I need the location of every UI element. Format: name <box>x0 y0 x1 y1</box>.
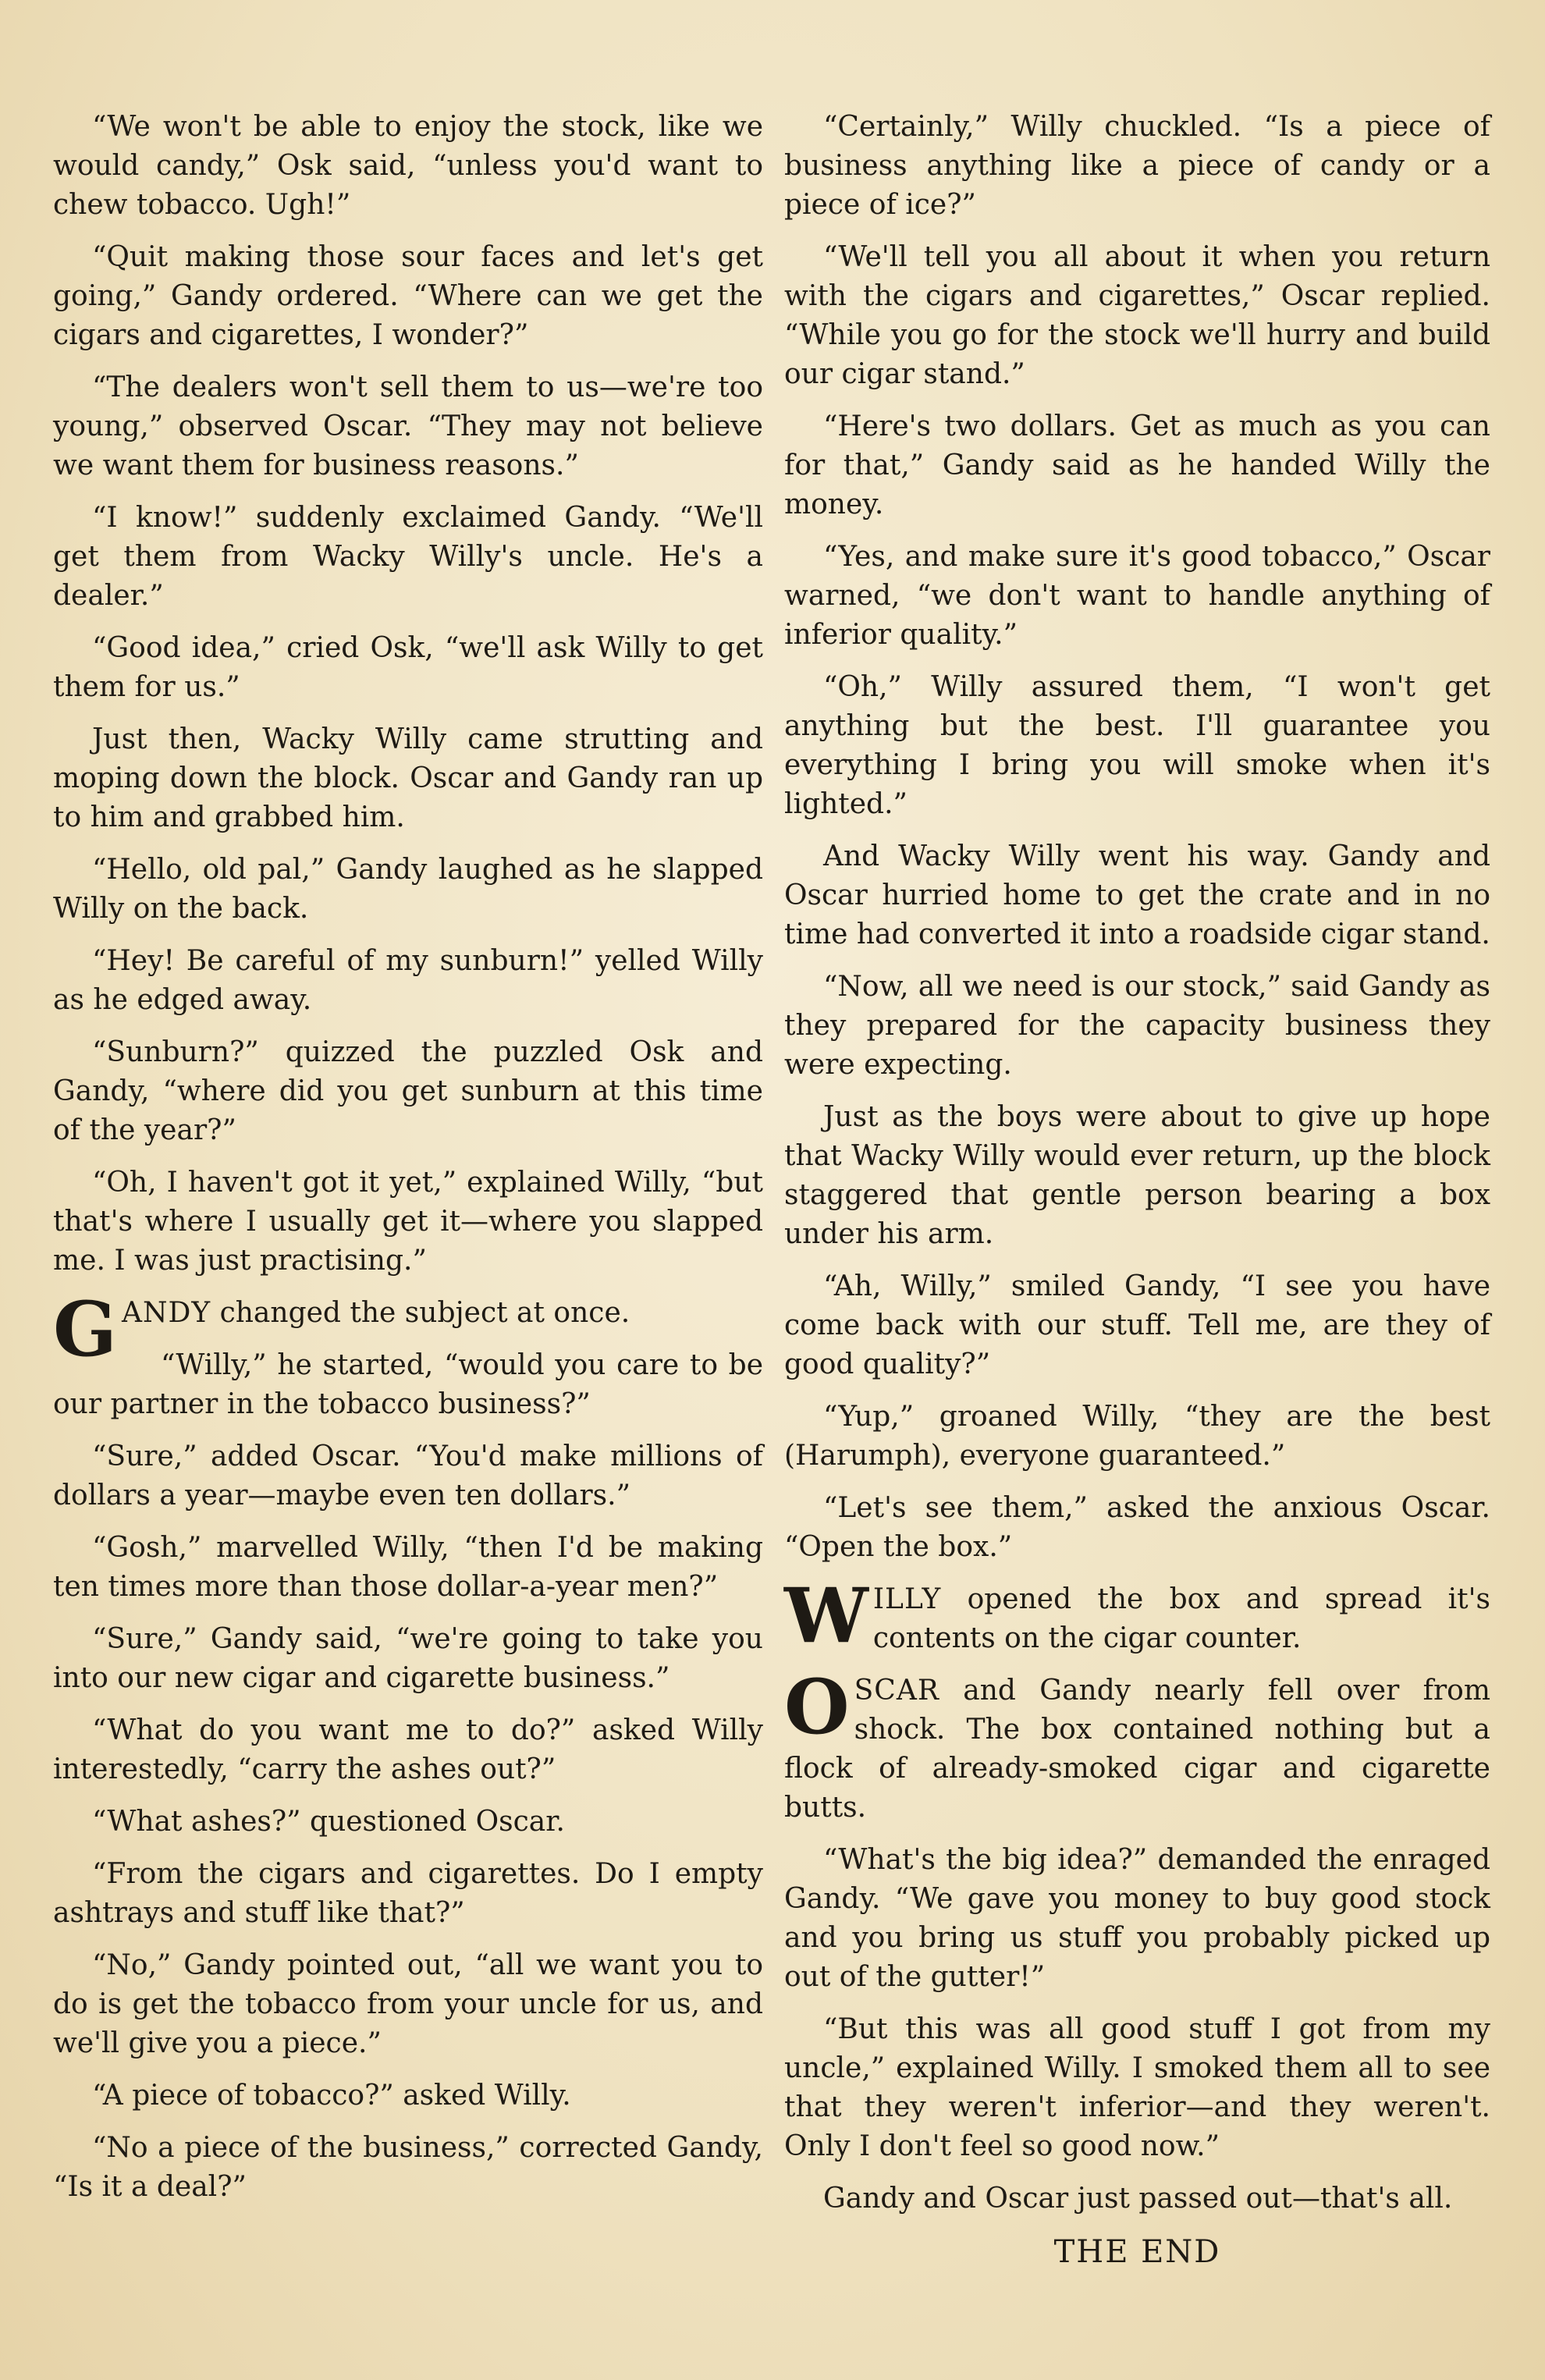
paragraph: “Let's see them,” asked the anxious Oscar. “Open the box.” <box>784 1492 1490 1563</box>
paragraph-with-initial <box>53 1285 763 1373</box>
paragraph: “But this was all good stuff I got from my uncle,” explained Willy. I smoked them all to see that they weren't inferior—and they weren't. Only I don't feel so good now.” <box>784 2013 1490 2162</box>
paragraph: Just as the boys were about to give up hope that Wacky Willy would ever return, up the block staggered that gentle person bearing a box under his arm. <box>784 1101 1490 1250</box>
paragraph: “Certainly,” Willy chuckled. “Is a piece of business anything like a piece of candy or a piece of ice?” <box>784 111 1490 221</box>
left-column <box>53 108 763 2220</box>
paragraph: “The dealers won't sell them to us—we're too young,” observed Oscar. “They may not believe we want them for business reasons.” <box>53 371 763 481</box>
paragraph: “We won't be able to enjoy the stock, like we would candy,” Osk said, “unless you'd want to chew tobacco. Ugh!” <box>53 111 763 221</box>
paragraph: And Wacky Willy went his way. Gandy and Oscar hurried home to get the crate and in no time had converted it into a roadside cigar stand. <box>784 840 1490 950</box>
paragraph: “A piece of tobacco?” asked Willy. <box>92 2080 571 2112</box>
paragraph-text: and Gandy nearly fell over from shock. The box contained nothing but a flock of already-smoked cigar and cigarette butts. <box>784 1675 1490 1824</box>
paragraph-text: changed the subject at once. <box>211 1297 630 1329</box>
paragraph: Just then, Wacky Willy came strutting and moping down the block. Oscar and Gandy ran up to him and grabbed him. <box>53 723 763 833</box>
right-column <box>784 108 1490 2285</box>
drop-cap: O <box>784 1663 850 1751</box>
paragraph: “Here's two dollars. Get as much as you can for that,” Gandy said as he handed Willy the money. <box>784 410 1490 520</box>
paragraph: “From the cigars and cigarettes. Do I empty ashtrays and stuff like that?” <box>53 1858 763 1929</box>
paragraph: “We'll tell you all about it when you return with the cigars and cigarettes,” Oscar replied. “While you go for the stock we'll hurry and build our cigar stand.” <box>784 241 1490 390</box>
paragraph: “No,” Gandy pointed out, “all we want you to do is get the tobacco from your uncle for us, and we'll give you a piece.” <box>53 1949 763 2059</box>
paragraph: “Oh, I haven't got it yet,” explained Willy, “but that's where I usually get it—where you slapped me. I was just practising.” <box>53 1167 763 1277</box>
paragraph: “Hey! Be careful of my sunburn!” yelled Willy as he edged away. <box>53 945 763 1016</box>
small-caps-lead: SCAR <box>854 1675 939 1707</box>
paragraph: “Sure,” Gandy said, “we're going to take you into our new cigar and cigarette business.” <box>53 1623 763 1694</box>
small-caps-lead: ILLY <box>872 1583 942 1615</box>
paragraph: “Ah, Willy,” smiled Gandy, “I see you have come back with our stuff. Tell me, are they of good quality?” <box>784 1270 1490 1380</box>
paragraph: “Quit making those sour faces and let's get going,” Gandy ordered. “Where can we get the cigars and cigarettes, I wonder?” <box>53 241 763 351</box>
paragraph: “Willy,” he started, “would you care to be our partner in the tobacco business?” <box>53 1349 763 1420</box>
paragraph: “Yes, and make sure it's good tobacco,” Oscar warned, “we don't want to handle anything of inferior quality.” <box>784 541 1490 651</box>
paragraph: “What do you want me to do?” asked Willy interestedly, “carry the ashes out?” <box>53 1714 763 1785</box>
paragraph: “Oh,” Willy assured them, “I won't get anything but the best. I'll guarantee you everything I bring you will smoke when it's lighted.” <box>784 671 1490 820</box>
paragraph: “What's the big idea?” demanded the enraged Gandy. “We gave you money to buy good stock and you bring us stuff you probably picked up out of the gutter!” <box>784 1844 1490 1993</box>
paragraph: Gandy and Oscar just passed out—that's all. <box>823 2183 1453 2215</box>
paragraph: “Sure,” added Oscar. “You'd make millions of dollars a year—maybe even ten dollars.” <box>53 1440 763 1511</box>
the-end-label: THE END <box>1053 2234 1221 2270</box>
drop-cap: W <box>784 1572 868 1660</box>
paragraph-text: opened the box and spread it's contents on the cigar counter. <box>872 1583 1490 1654</box>
paragraph: “Sunburn?” quizzed the puzzled Osk and Gandy, “where did you get sunburn at this time of the year?” <box>53 1036 763 1146</box>
paragraph: “Hello, old pal,” Gandy laughed as he slapped Willy on the back. <box>53 854 763 925</box>
drop-cap: G <box>53 1285 117 1373</box>
paragraph: “What ashes?” questioned Oscar. <box>92 1806 565 1838</box>
paragraph: “No a piece of the business,” corrected Gandy, “Is it a deal?” <box>53 2132 763 2203</box>
small-caps-lead: ANDY <box>121 1297 211 1329</box>
paragraph: “Yup,” groaned Willy, “they are the best (Harumph), everyone guaranteed.” <box>784 1401 1490 1472</box>
paragraph: “I know!” suddenly exclaimed Gandy. “We'll get them from Wacky Willy's uncle. He's a dealer.” <box>53 502 763 612</box>
paragraph-with-initial <box>784 1572 1490 1660</box>
paragraph: “Now, all we need is our stock,” said Gandy as they prepared for the capacity business they were expecting. <box>784 971 1490 1081</box>
paragraph-with-initial <box>784 1663 1490 1828</box>
paragraph: “Gosh,” marvelled Willy, “then I'd be making ten times more than those dollar-a-year men?” <box>53 1532 763 1603</box>
paragraph: “Good idea,” cried Osk, “we'll ask Willy to get them for us.” <box>53 632 763 703</box>
